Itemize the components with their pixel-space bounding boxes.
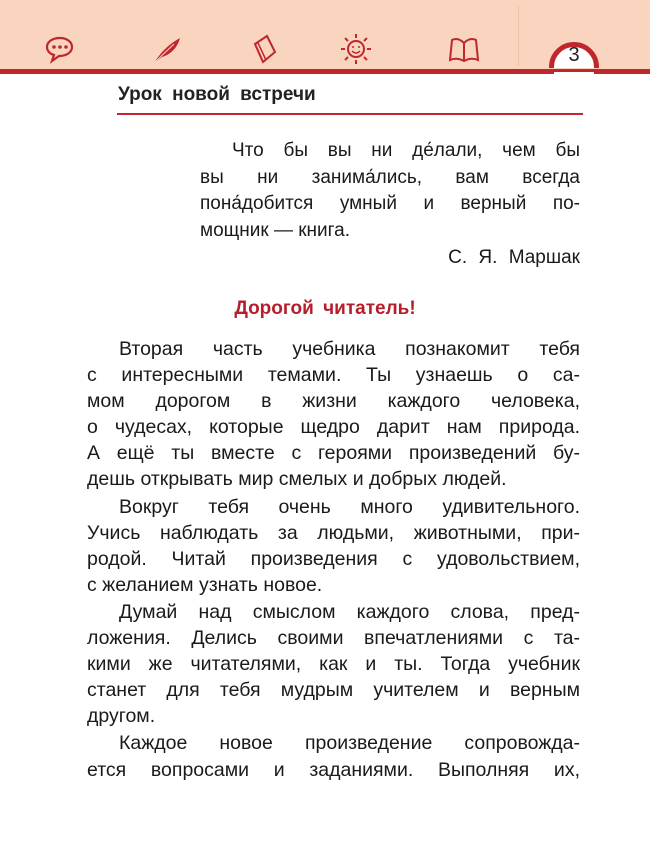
epigraph-line: Что бы вы ни де́лали, чем бы: [232, 140, 580, 161]
paragraph-line: о чудесах, которые щедро дарит нам природа.: [87, 416, 580, 439]
body-text: [87, 336, 580, 784]
book-icon: [247, 32, 281, 66]
paragraph: [87, 494, 580, 598]
paragraph-line: дешь открывать мир смелых и добрых людей.: [87, 468, 507, 491]
paragraph-line: родой. Читай произведения с удовольствием,: [87, 547, 580, 570]
epigraph: [200, 138, 580, 272]
epigraph-line: вы ни занима́лись, вам всегда: [200, 166, 580, 188]
epigraph-line: мощник — книга.: [200, 219, 351, 241]
epigraph-line: пона́добится умный и верный по-: [200, 193, 580, 214]
paragraph-line: ется вопросами и заданиями. Выполняя их,: [87, 758, 580, 781]
paragraph-line: с интересными темами. Ты узнаешь о са-: [87, 364, 580, 387]
paragraph-line: А ещё ты вместе с героями произведений бу-: [87, 442, 580, 465]
epigraph-author: С. Я. Маршак: [448, 247, 580, 268]
paragraph-line: мом дорогом в жизни каждого человека,: [87, 390, 580, 413]
paragraph-line: другом.: [87, 705, 156, 728]
open-book-icon: [447, 32, 481, 66]
sun-icon: [339, 32, 373, 66]
lesson-title: Урок новой встречи: [118, 84, 316, 105]
paragraph-line: ложения. Делись своими впечатлениями с та-: [87, 627, 580, 650]
feather-icon: [150, 32, 184, 66]
paragraph-line: с желанием узнать новое.: [87, 573, 323, 596]
header-divider: [518, 6, 519, 66]
section-heading: Дорогой читатель!: [234, 298, 416, 319]
paragraph: [87, 599, 580, 729]
paragraph-line: Вокруг тебя очень много удивительного.: [119, 495, 580, 518]
paragraph-line: Учись наблюдать за людьми, животными, при-: [87, 521, 580, 544]
speech-bubble-icon: [43, 32, 77, 66]
title-underline: [117, 113, 583, 115]
paragraph-line: Каждое новое произведение сопровожда-: [119, 732, 580, 755]
page-number-background: [554, 72, 594, 78]
header-rule: [0, 69, 650, 74]
paragraph-line: Вторая часть учебника познакомит тебя: [119, 338, 580, 360]
paragraph-line: станет для тебя мудрым учителем и верным: [87, 679, 580, 702]
page-number: 3: [568, 44, 580, 66]
paragraph-line: кими же читателями, как и ты. Тогда учебник: [87, 653, 580, 676]
paragraph: [87, 336, 580, 493]
paragraph: [87, 730, 580, 782]
paragraph-line: Думай над смыслом каждого слова, пред-: [119, 600, 580, 623]
